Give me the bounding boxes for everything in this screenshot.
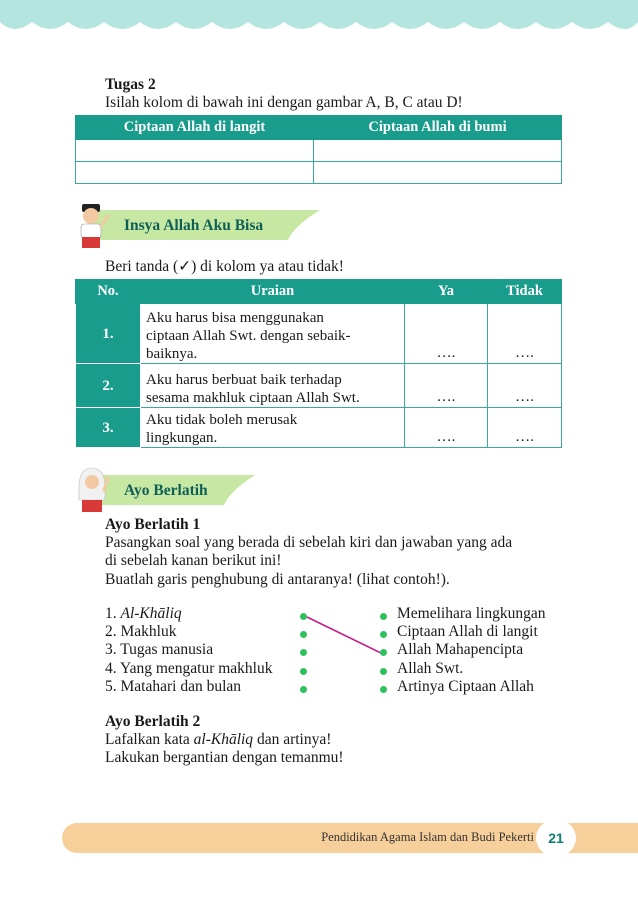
header-no: No. [76,280,141,304]
row-description [141,304,405,364]
right-item: Allah Swt. [397,660,464,677]
desc-line: sesama makhluk ciptaan Allah Swt. [146,390,360,406]
ya-cell[interactable]: …. [405,408,488,448]
ya-cell[interactable]: …. [405,364,488,408]
tidak-cell[interactable]: …. [488,364,562,408]
left-item [105,641,213,659]
row-number: 1. [76,304,141,364]
ayo-b1-title: Ayo Berlatih 1 [105,516,201,533]
page-number: 21 [536,820,576,856]
tugas-instruction: Isilah kolom di bawah ini dengan gambar A, B, C atau D! [105,94,463,111]
left-dot[interactable] [300,613,307,620]
b2-term: al-Khāliq [193,731,254,748]
ayo-b1-line: Buatlah garis penghubung di antaranya! (lihat contoh!). [105,571,450,588]
row-description [141,364,405,408]
item-number: 4. [105,660,117,677]
row-description [141,408,405,448]
item-text: Tugas manusia [120,641,214,658]
row-number: 3. [76,408,141,448]
right-dot[interactable] [380,649,387,656]
right-dot[interactable] [380,631,387,638]
top-wave-decoration [0,0,638,40]
item-text: Al-Khāliq [120,605,182,622]
table-row [76,304,562,364]
right-dot[interactable] [380,613,387,620]
table-cell[interactable] [76,140,314,162]
ayo-b2-line1 [105,731,331,749]
tidak-cell[interactable]: …. [488,304,562,364]
desc-line: ciptaan Allah Swt. dengan sebaik- [146,328,351,344]
tidak-cell[interactable]: …. [488,408,562,448]
left-item [105,660,273,678]
tugas-table [75,115,562,184]
table-row [76,408,562,448]
boy-mascot-icon [74,202,110,250]
ayo-b2-title: Ayo Berlatih 2 [105,713,201,730]
desc-line: lingkungan. [146,430,218,446]
desc-line: baiknya. [146,346,198,362]
desc-line: Aku harus bisa menggunakan [146,310,324,326]
right-item: Artinya Ciptaan Allah [397,678,534,695]
example-connector-line [307,617,383,654]
left-item [105,605,182,623]
left-dot[interactable] [300,686,307,693]
left-dot[interactable] [300,631,307,638]
table-cell[interactable] [314,162,562,184]
insya-table [75,279,562,448]
item-text: Makhluk [120,623,177,640]
left-item [105,678,241,696]
header-bumi: Ciptaan Allah di bumi [314,116,562,140]
right-item: Memelihara lingkungan [397,605,546,622]
right-item: Ciptaan Allah di langit [397,623,538,640]
insya-instruction: Beri tanda (✓) di kolom ya atau tidak! [105,258,344,275]
desc-line: Aku tidak boleh merusak [146,412,298,428]
tugas-title: Tugas 2 [105,76,156,93]
item-number: 3. [105,641,117,658]
ayo-b1-line: Pasangkan soal yang berada di sebelah kiri dan jawaban yang ada [105,534,513,551]
item-number: 1. [105,605,117,622]
item-number: 5. [105,678,117,695]
table-cell[interactable] [314,140,562,162]
header-tidak: Tidak [488,280,562,304]
ayo-b1-line: di sebelah kanan berikut ini! [105,552,282,569]
left-dot[interactable] [300,668,307,675]
ayo-banner-label: Ayo Berlatih [124,482,208,499]
insya-banner-label: Insya Allah Aku Bisa [124,217,264,234]
girl-mascot-icon [74,466,110,514]
right-dot[interactable] [380,686,387,693]
item-text: Yang mengatur makhluk [119,660,273,677]
b2-text: Lafalkan kata [105,731,194,748]
left-item [105,623,176,641]
ya-cell[interactable]: …. [405,304,488,364]
left-dot[interactable] [300,649,307,656]
b2-text: dan artinya! [253,731,332,748]
footer-title: Pendidikan Agama Islam dan Budi Pekerti [321,830,534,844]
row-number: 2. [76,364,141,408]
table-cell[interactable] [76,162,314,184]
table-row [76,364,562,408]
ayo-b2-line2: Lakukan bergantian dengan temanmu! [105,749,344,766]
right-item: Allah Mahapencipta [397,641,524,658]
right-dot[interactable] [380,668,387,675]
desc-line: Aku harus berbuat baik terhadap [146,372,342,388]
header-langit: Ciptaan Allah di langit [76,116,314,140]
item-text: Matahari dan bulan [120,678,242,695]
header-ya: Ya [405,280,488,304]
item-number: 2. [105,623,117,640]
header-uraian: Uraian [141,280,405,304]
